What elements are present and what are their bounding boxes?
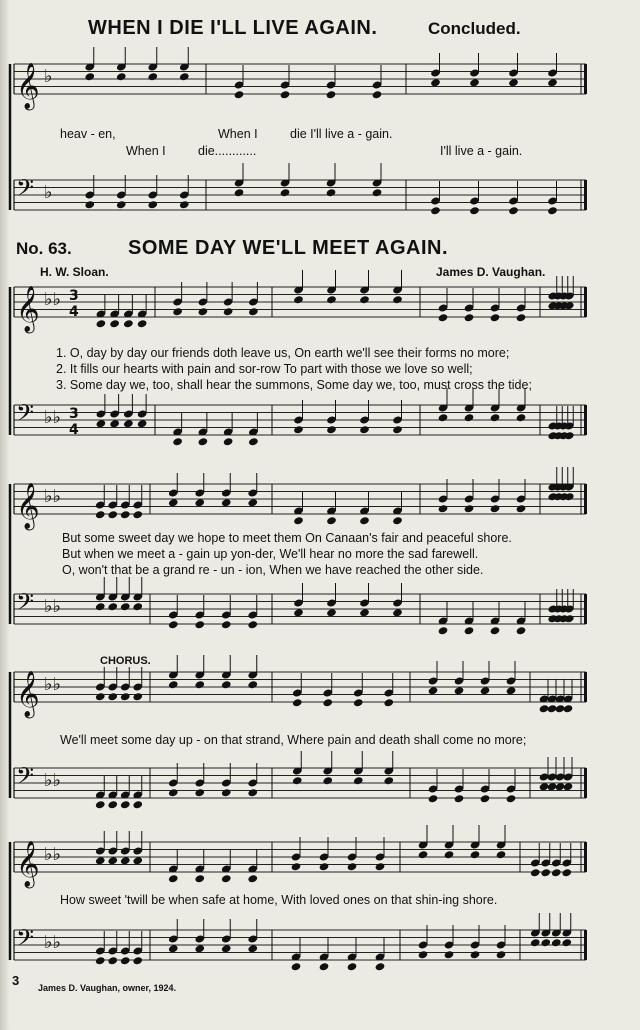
note-head	[454, 686, 465, 695]
key-flat-icon: ♭♭	[44, 486, 61, 507]
note-head	[221, 788, 232, 797]
note-head	[540, 938, 551, 947]
note-head	[508, 78, 519, 87]
note-head	[469, 78, 480, 87]
note-head	[359, 425, 370, 434]
note-head	[464, 504, 475, 513]
note-head	[168, 680, 179, 689]
note-head	[198, 437, 209, 446]
note-head	[438, 313, 449, 322]
note-head	[221, 620, 232, 629]
key-flat-icon: ♭♭	[44, 407, 61, 428]
note-head	[490, 504, 501, 513]
verse-1-line-2: But some sweet day we hope to meet them On Canaan's fair and peaceful shore.	[62, 531, 512, 545]
note-head	[179, 72, 190, 81]
note-head	[247, 680, 258, 689]
note-head	[464, 626, 475, 635]
treble-clef-icon: 𝄞	[16, 63, 40, 109]
note-head	[247, 944, 258, 953]
note-head	[194, 944, 205, 953]
lyricist: H. W. Sloan.	[40, 265, 109, 279]
note-head	[359, 516, 370, 525]
note-head	[353, 698, 364, 707]
note-head	[291, 962, 302, 971]
note-head	[95, 956, 106, 965]
note-head	[392, 425, 403, 434]
note-head	[322, 698, 333, 707]
note-head	[551, 938, 562, 947]
end-bar-thick	[584, 180, 587, 210]
note-head	[319, 862, 330, 871]
note-head	[221, 498, 232, 507]
note-head	[326, 90, 337, 99]
note-head	[326, 516, 337, 525]
note-head	[372, 90, 383, 99]
end-bar-thick	[584, 842, 587, 872]
note-head	[347, 862, 358, 871]
note-head	[319, 962, 330, 971]
note-head	[547, 206, 558, 215]
note-head	[120, 692, 131, 701]
note-head	[506, 794, 517, 803]
note-head	[221, 944, 232, 953]
note-head	[172, 307, 183, 316]
treble-clef-icon: 𝄞	[16, 483, 40, 529]
note-head	[84, 200, 95, 209]
prev-lyric-lower-1: When I	[126, 144, 166, 158]
prev-lyric-lower-3: I'll live a - gain.	[440, 144, 523, 158]
note-head	[168, 788, 179, 797]
note-head	[540, 868, 551, 877]
note-head	[516, 313, 527, 322]
note-head	[107, 956, 118, 965]
note-head	[353, 776, 364, 785]
note-head	[293, 516, 304, 525]
note-head	[470, 950, 481, 959]
end-bar-thick	[584, 930, 587, 960]
note-head	[198, 307, 209, 316]
note-head	[109, 419, 120, 428]
note-head	[428, 794, 439, 803]
note-head	[375, 962, 386, 971]
note-head	[359, 608, 370, 617]
note-head	[392, 295, 403, 304]
note-head	[147, 200, 158, 209]
prev-lyric-lower-2: die............	[198, 144, 257, 158]
note-head	[95, 510, 106, 519]
note-head	[107, 602, 118, 611]
note-head	[120, 956, 131, 965]
note-head	[132, 602, 143, 611]
note-head	[490, 313, 501, 322]
note-head	[561, 938, 572, 947]
note-head	[223, 307, 234, 316]
note-head	[551, 868, 562, 877]
note-head	[168, 620, 179, 629]
note-head	[280, 90, 291, 99]
note-head	[530, 868, 541, 877]
note-head	[120, 856, 131, 865]
note-head	[107, 800, 118, 809]
note-head	[375, 862, 386, 871]
note-head	[326, 608, 337, 617]
bass-clef-icon: 𝄢	[16, 174, 35, 207]
note-head	[438, 626, 449, 635]
note-head	[120, 800, 131, 809]
note-head	[280, 188, 291, 197]
note-head	[516, 626, 527, 635]
end-bar-thick	[584, 405, 587, 435]
note-head	[95, 800, 106, 809]
note-head	[168, 874, 179, 883]
key-flat-icon: ♭♭	[44, 770, 61, 791]
note-head	[194, 620, 205, 629]
note-head	[454, 794, 465, 803]
key-flat-icon: ♭♭	[44, 674, 61, 695]
note-head	[194, 680, 205, 689]
note-head	[168, 944, 179, 953]
note-head	[444, 850, 455, 859]
note-head	[490, 413, 501, 422]
note-head	[194, 874, 205, 883]
time-signature-bottom: 4	[69, 304, 79, 320]
note-head	[508, 206, 519, 215]
note-head	[132, 956, 143, 965]
note-head	[96, 319, 107, 328]
note-head	[120, 602, 131, 611]
bass-clef-icon: 𝄢	[16, 924, 35, 957]
note-head	[221, 680, 232, 689]
verse-3-line-1: 3. Some day we, too, shall hear the summons, Some day we, too, must cross the tide;	[56, 378, 532, 392]
bass-clef-icon: 𝄢	[16, 762, 35, 795]
note-head	[480, 686, 491, 695]
note-head	[563, 704, 574, 713]
note-head	[172, 437, 183, 446]
note-head	[116, 200, 127, 209]
note-head	[383, 776, 394, 785]
note-head	[107, 856, 118, 865]
note-head	[438, 413, 449, 422]
note-head	[116, 72, 127, 81]
note-head	[223, 437, 234, 446]
note-head	[107, 510, 118, 519]
key-flat-icon: ♭	[44, 66, 53, 87]
note-head	[168, 498, 179, 507]
key-flat-icon: ♭♭	[44, 932, 61, 953]
note-head	[137, 419, 148, 428]
note-head	[109, 319, 120, 328]
note-head	[291, 862, 302, 871]
prev-lyric-upper-1: heav - en,	[60, 127, 116, 141]
note-head	[132, 800, 143, 809]
verse-1-line-1: 1. O, day by day our friends doth leave us, On earth we'll see their forms no more;	[56, 346, 510, 360]
note-head	[221, 874, 232, 883]
end-bar-thick	[584, 594, 587, 624]
note-head	[84, 72, 95, 81]
note-head	[506, 686, 517, 695]
chorus-label: CHORUS.	[100, 655, 151, 667]
note-head	[490, 626, 501, 635]
time-signature-top: 3	[69, 288, 79, 304]
treble-clef-icon: 𝄞	[16, 671, 40, 717]
end-bar-thick	[584, 287, 587, 317]
note-head	[247, 620, 258, 629]
note-head	[392, 516, 403, 525]
note-head	[293, 608, 304, 617]
end-bar-thick	[584, 484, 587, 514]
verse-2-line-1: 2. It fills our hearts with pain and sor-row To part with those we love so well;	[56, 362, 473, 376]
key-flat-icon: ♭♭	[44, 289, 61, 310]
note-head	[326, 295, 337, 304]
note-head	[120, 510, 131, 519]
verse-3-line-2: O, won't that be a grand re - un - ion, When we have reached the other side.	[62, 563, 484, 577]
key-flat-icon: ♭♭	[44, 596, 61, 617]
note-head	[347, 962, 358, 971]
note-head	[430, 78, 441, 87]
note-head	[234, 188, 245, 197]
note-head	[496, 950, 507, 959]
note-head	[470, 850, 481, 859]
footer-owner: James D. Vaughan, owner, 1924.	[38, 983, 177, 993]
note-head	[137, 319, 148, 328]
note-head	[179, 200, 190, 209]
note-head	[96, 419, 107, 428]
note-head	[359, 295, 370, 304]
chorus-line-1: We'll meet some day up - on that strand, Where pain and death shall come no more;	[60, 733, 527, 747]
chorus-line-2: How sweet 'twill be when safe at home, With loved ones on that shin-ing shore.	[60, 893, 498, 907]
previous-song-title: WHEN I DIE I'LL LIVE AGAIN.	[88, 17, 378, 39]
note-head	[530, 938, 541, 947]
note-head	[293, 295, 304, 304]
treble-clef-icon: 𝄞	[16, 841, 40, 887]
note-head	[247, 788, 258, 797]
note-head	[95, 692, 106, 701]
note-head	[247, 498, 258, 507]
note-head	[326, 188, 337, 197]
note-head	[248, 307, 259, 316]
key-flat-icon: ♭♭	[44, 844, 61, 865]
end-bar-thick	[584, 64, 587, 94]
note-head	[132, 856, 143, 865]
note-head	[469, 206, 480, 215]
note-head	[383, 698, 394, 707]
prev-lyric-upper-2: When I	[218, 127, 258, 141]
note-head	[392, 608, 403, 617]
note-head	[418, 850, 429, 859]
note-head	[293, 425, 304, 434]
note-head	[132, 510, 143, 519]
note-head	[418, 950, 429, 959]
note-head	[292, 776, 303, 785]
composer: James D. Vaughan.	[436, 265, 546, 279]
note-head	[547, 78, 558, 87]
note-head	[234, 90, 245, 99]
bass-clef-icon: 𝄢	[16, 588, 35, 621]
note-head	[132, 692, 143, 701]
note-head	[516, 504, 527, 513]
note-head	[438, 504, 449, 513]
end-bar-thick	[584, 672, 587, 702]
note-head	[248, 437, 259, 446]
note-head	[563, 782, 574, 791]
page-number: 3	[12, 973, 20, 988]
note-head	[464, 413, 475, 422]
note-head	[326, 425, 337, 434]
note-head	[430, 206, 441, 215]
previous-song-concluded: Concluded.	[428, 19, 521, 38]
note-head	[516, 413, 527, 422]
time-signature-bottom: 4	[69, 422, 79, 438]
note-head	[480, 794, 491, 803]
note-head	[147, 72, 158, 81]
note-head	[247, 874, 258, 883]
end-bar-thick	[584, 768, 587, 798]
note-head	[322, 776, 333, 785]
note-head	[372, 188, 383, 197]
note-head	[107, 692, 118, 701]
key-flat-icon: ♭	[44, 182, 53, 203]
note-head	[444, 950, 455, 959]
note-head	[561, 868, 572, 877]
time-signature-top: 3	[69, 406, 79, 422]
note-head	[95, 856, 106, 865]
note-head	[95, 602, 106, 611]
note-head	[123, 319, 134, 328]
note-head	[496, 850, 507, 859]
note-head	[194, 788, 205, 797]
note-head	[194, 498, 205, 507]
note-head	[292, 698, 303, 707]
song-number: No. 63.	[16, 239, 72, 258]
song-title: SOME DAY WE'LL MEET AGAIN.	[128, 237, 449, 259]
bass-clef-icon: 𝄢	[16, 399, 35, 432]
note-head	[428, 686, 439, 695]
note-head	[123, 419, 134, 428]
note-head	[464, 313, 475, 322]
verse-2-line-2: But when we meet a - gain up yon-der, We'll hear no more the sad farewell.	[62, 547, 479, 561]
prev-lyric-upper-3: die I'll live a - gain.	[290, 127, 393, 141]
treble-clef-icon: 𝄞	[16, 286, 40, 332]
